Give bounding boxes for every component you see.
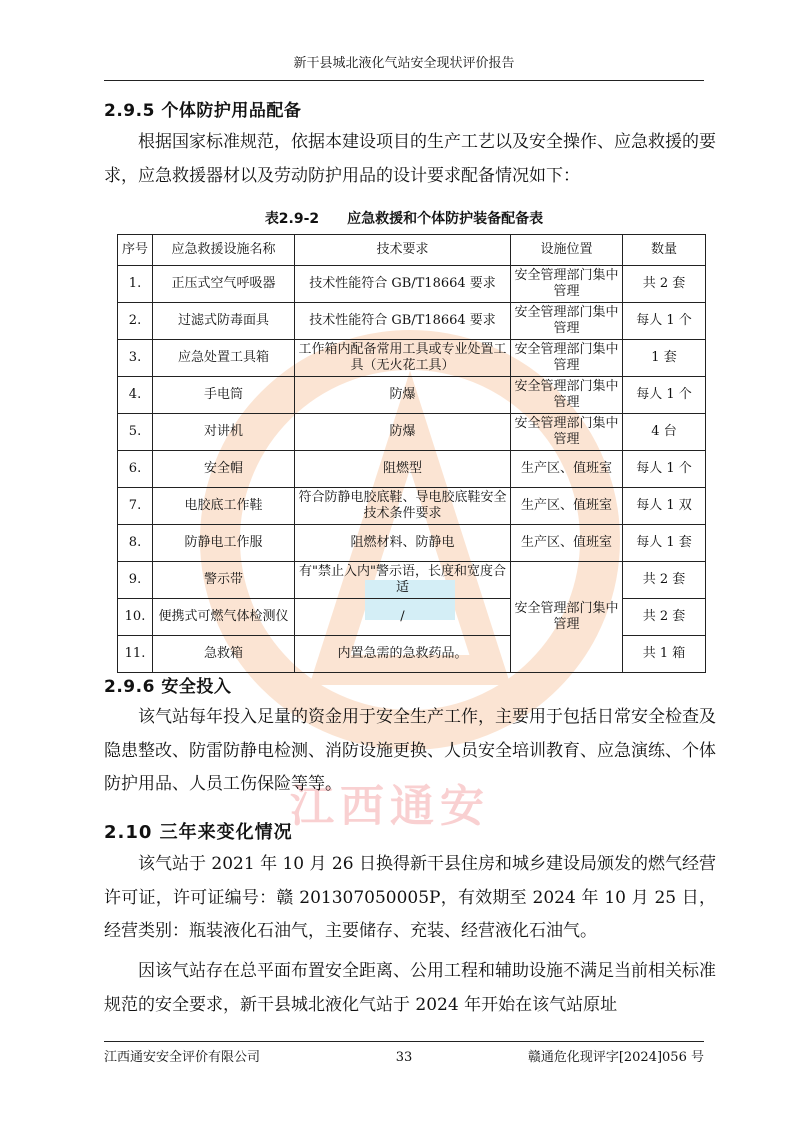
- table-row: [118, 377, 706, 414]
- cell-name: 电胶底工作鞋: [153, 488, 295, 525]
- cell-quantity: 共 2 套: [623, 599, 706, 636]
- cell-name: 急救箱: [153, 636, 295, 673]
- cell-requirement: 技术性能符合 GB/T18664 要求: [295, 266, 511, 303]
- cell-requirement: 阻燃型: [295, 451, 511, 488]
- cell-location: 安全管理部门集中管理: [511, 414, 623, 451]
- page-footer: [104, 1041, 704, 1065]
- cell-requirement: 技术性能符合 GB/T18664 要求: [295, 303, 511, 340]
- cell-name: 对讲机: [153, 414, 295, 451]
- watermark-text: 江西通安: [290, 781, 490, 832]
- cell-requirement: 符合防静电胶底鞋、导电胶底鞋安全技术条件要求: [295, 488, 511, 525]
- cell-name: 便携式可燃气体检测仪: [153, 599, 295, 636]
- cell-requirement: 工作箱内配备常用工具或专业处置工具（无火花工具）: [295, 340, 511, 377]
- section-heading-2-9-5: 2.9.5 个体防护用品配备: [104, 101, 302, 121]
- column-header: 序号: [118, 235, 153, 266]
- cell-quantity: 共 2 套: [623, 562, 706, 599]
- cell-name: 正压式空气呼吸器: [153, 266, 295, 303]
- cell-location: 生产区、值班室: [511, 451, 623, 488]
- cell-name: 过滤式防毒面具: [153, 303, 295, 340]
- cell-requirement: 有"禁止入内"警示语，长度和宽度合适: [295, 562, 511, 599]
- cell-name: 安全帽: [153, 451, 295, 488]
- section-heading-2-9-6: 2.9.6 安全投入: [104, 677, 232, 697]
- cell-name: 警示带: [153, 562, 295, 599]
- cell-requirement: 防爆: [295, 377, 511, 414]
- section-heading-2-10: 2.10 三年来变化情况: [104, 822, 293, 843]
- table-caption: 表2.9-2 应急救援和个体防护装备配备表: [264, 211, 544, 227]
- cell-no: 6.: [118, 451, 153, 488]
- table-row: [118, 525, 706, 562]
- column-header: 应急救援设施名称: [153, 235, 295, 266]
- table-row: [118, 488, 706, 525]
- cell-no: 1.: [118, 266, 153, 303]
- cell-no: 2.: [118, 303, 153, 340]
- cell-name: 手电筒: [153, 377, 295, 414]
- cell-quantity: 1 套: [623, 340, 706, 377]
- cell-no: 4.: [118, 377, 153, 414]
- table-row: [118, 414, 706, 451]
- table-row: [118, 266, 706, 303]
- cell-name: 应急处置工具箱: [153, 340, 295, 377]
- cell-quantity: 共 2 套: [623, 266, 706, 303]
- cell-quantity: 每人 1 个: [623, 451, 706, 488]
- cell-location: 安全管理部门集中管理: [511, 266, 623, 303]
- table-row: [118, 303, 706, 340]
- cell-location: 安全管理部门集中管理: [511, 377, 623, 414]
- cell-no: 9.: [118, 562, 153, 599]
- cell-location: 安全管理部门集中管理: [511, 303, 623, 340]
- paragraph-2-10-a: 该气站于 2021 年 10 月 26 日换得新干县住房和城乡建设局颁发的燃气经营许可证，许可证编号：赣 201307050005P，有效期至 2024 年 10 月 25 日，经营类别：瓶装液化石油气，主要储存、充装、经营液化石油气。: [104, 854, 716, 941]
- paragraph-2-9-5: 根据国家标准规范，依据本建设项目的生产工艺以及安全操作、应急救援的要求，应急救援器材以及劳动防护用品的设计要求配备情况如下：: [104, 132, 716, 186]
- footer-company: 江西通安安全评价有限公司: [104, 1050, 261, 1065]
- column-header: 技术要求: [295, 235, 511, 266]
- paragraph-2-10-b: 因该气站存在总平面布置安全距离、公用工程和辅助设施不满足当前相关标准规范的安全要求，新干县城北液化气站于 2024 年开始在该气站原址: [104, 961, 716, 1015]
- cell-quantity: 每人 1 个: [623, 303, 706, 340]
- page-header: 新干县城北液化气站安全现状评价报告: [104, 54, 704, 81]
- cell-no: 8.: [118, 525, 153, 562]
- cell-requirement: 防爆: [295, 414, 511, 451]
- cell-quantity: 每人 1 个: [623, 377, 706, 414]
- cell-location: 生产区、值班室: [511, 525, 623, 562]
- equipment-table: [117, 234, 706, 673]
- cell-no: 10.: [118, 599, 153, 636]
- cell-quantity: 每人 1 套: [623, 525, 706, 562]
- cell-requirement: /: [295, 599, 511, 636]
- table-row: [118, 340, 706, 377]
- footer-doc-number: 赣通危化现评字[2024]056 号: [527, 1050, 704, 1065]
- cell-requirement: 阻燃材料、防静电: [295, 525, 511, 562]
- column-header: 数量: [623, 235, 706, 266]
- column-header: 设施位置: [511, 235, 623, 266]
- cell-no: 11.: [118, 636, 153, 673]
- table-header-row: [118, 235, 706, 266]
- cell-name: 防静电工作服: [153, 525, 295, 562]
- cell-location: 安全管理部门集中管理: [511, 340, 623, 377]
- cell-location: 生产区、值班室: [511, 488, 623, 525]
- cell-no: 5.: [118, 414, 153, 451]
- cell-quantity: 4 台: [623, 414, 706, 451]
- cell-quantity: 共 1 箱: [623, 636, 706, 673]
- paragraph-2-9-6: 该气站每年投入足量的资金用于安全生产工作，主要用于包括日常安全检查及隐患整改、防雷防静电检测、消防设施更换、人员安全培训教育、应急演练、个体防护用品、人员工伤保险等等。: [104, 707, 716, 794]
- cell-requirement: 内置急需的急救药品。: [295, 636, 511, 673]
- cell-no: 7.: [118, 488, 153, 525]
- footer-page-number: 33: [395, 1050, 413, 1065]
- table-row: [118, 562, 706, 599]
- cell-no: 3.: [118, 340, 153, 377]
- cell-quantity: 每人 1 双: [623, 488, 706, 525]
- table-row: [118, 451, 706, 488]
- cell-location-merged: 安全管理部门集中管理: [511, 562, 623, 673]
